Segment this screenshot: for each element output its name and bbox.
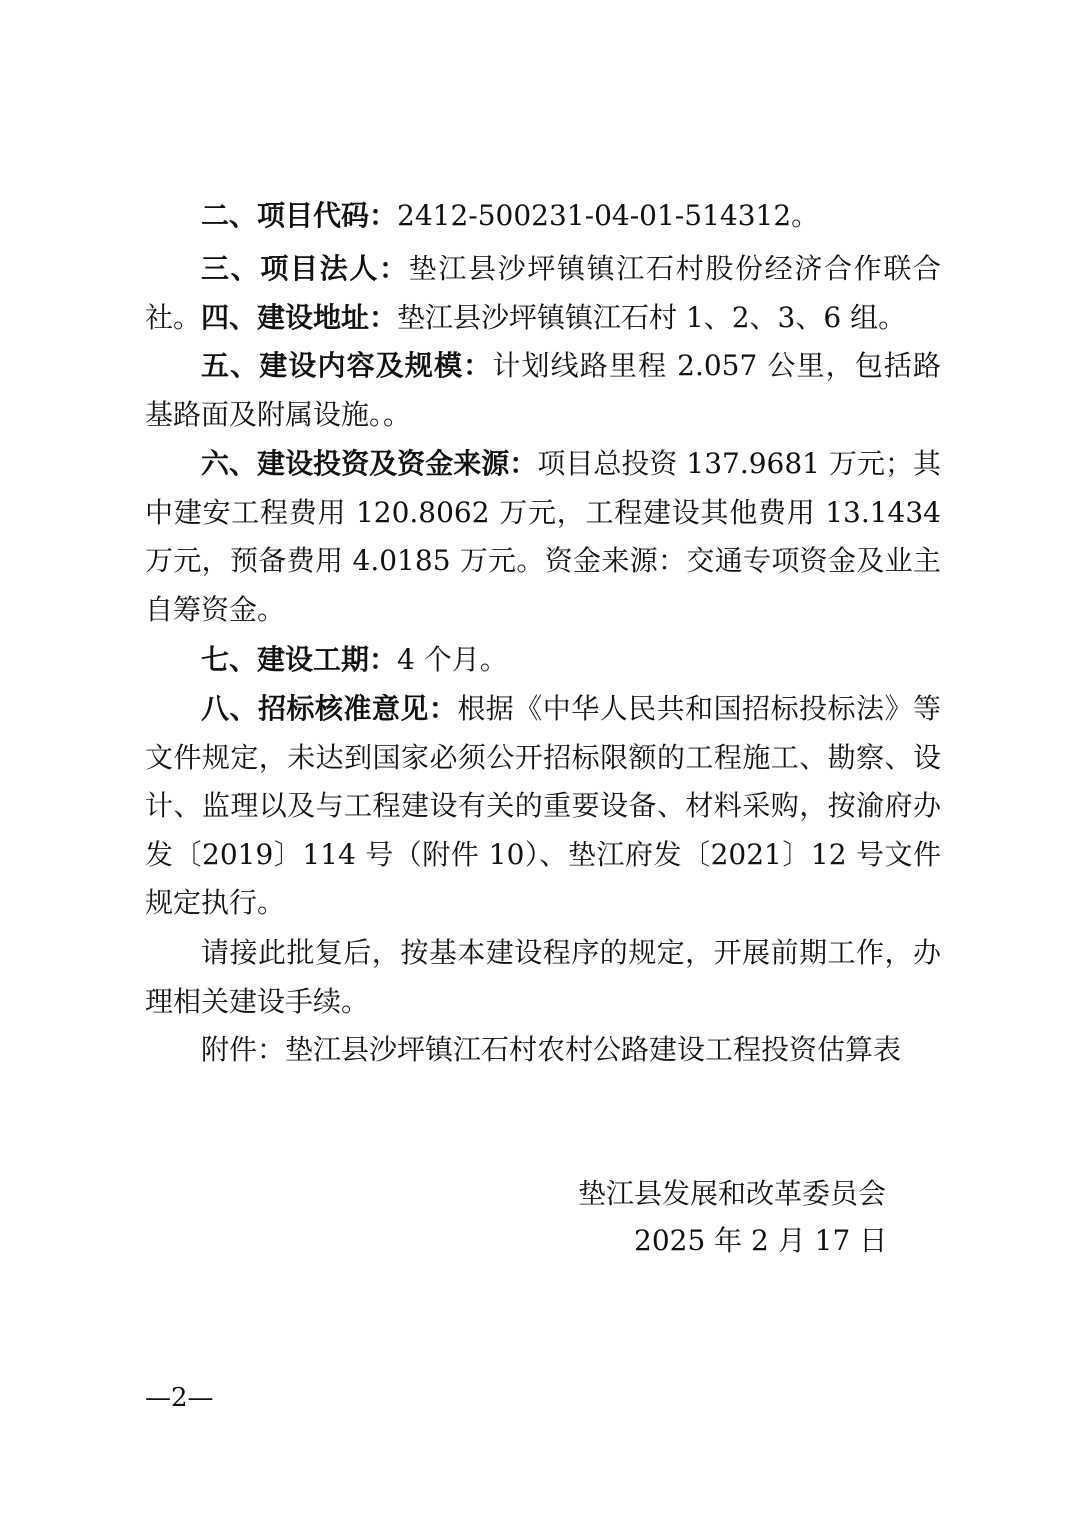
item-text: 4 个月。: [397, 643, 508, 676]
closing-paragraph: 请接此批复后，按基本建设程序的规定，开展前期工作，办理相关建设手续。: [145, 936, 941, 1018]
item-label: 六、建设投资及资金来源：: [201, 447, 538, 480]
item-label: 五、建设内容及规模：: [201, 349, 493, 382]
item-text: 计划线路里程 2.057 公里，包括路基路面及附属设施。。: [145, 349, 941, 431]
item-investment: [145, 440, 941, 634]
item-label: 二、项目代码：: [201, 199, 398, 232]
item-construction-address: [145, 294, 941, 343]
item-label: 三、项目法人：: [201, 252, 409, 285]
item-text: 项目总投资 137.9681 万元；其中建安工程费用 120.8062 万元，工程建设其他费用 13.1434 万元，预备费用 4.0185 万元。资金来源：交通专项资金及业主自筹资金。: [145, 447, 941, 626]
item-label: 四、建设地址：: [201, 301, 398, 334]
issue-date: 2025 年 2 月 17 日: [634, 1224, 888, 1257]
item-project-code: [145, 192, 941, 241]
attachment-line: 附件：垫江县沙坪镇江石村农村公路建设工程投资估算表: [201, 1033, 902, 1066]
issuing-organization: 垫江县发展和改革委员会: [578, 1177, 887, 1210]
item-construction-period: [145, 636, 941, 685]
item-bidding-opinion: [145, 685, 941, 928]
item-label: 八、招标核准意见：: [201, 692, 458, 725]
item-text: 垫江县沙坪镇镇江石村股份经济合作联合社。: [145, 252, 941, 334]
item-label: 七、建设工期：: [201, 643, 398, 676]
page-number: —2—: [145, 1383, 214, 1413]
item-construction-content: [145, 342, 941, 439]
item-text: 2412-500231-04-01-514312。: [397, 199, 820, 232]
item-text: 垫江县沙坪镇镇江石村 1、2、3、6 组。: [397, 301, 907, 334]
item-text: 根据《中华人民共和国招标投标法》等文件规定，未达到国家必须公开招标限额的工程施工、勘察、设计、监理以及与工程建设有关的重要设备、材料采购，按渝府办发〔2019〕114 号（附件 10）、垫江府发〔2021〕12 号文件规定执行。: [145, 692, 941, 919]
